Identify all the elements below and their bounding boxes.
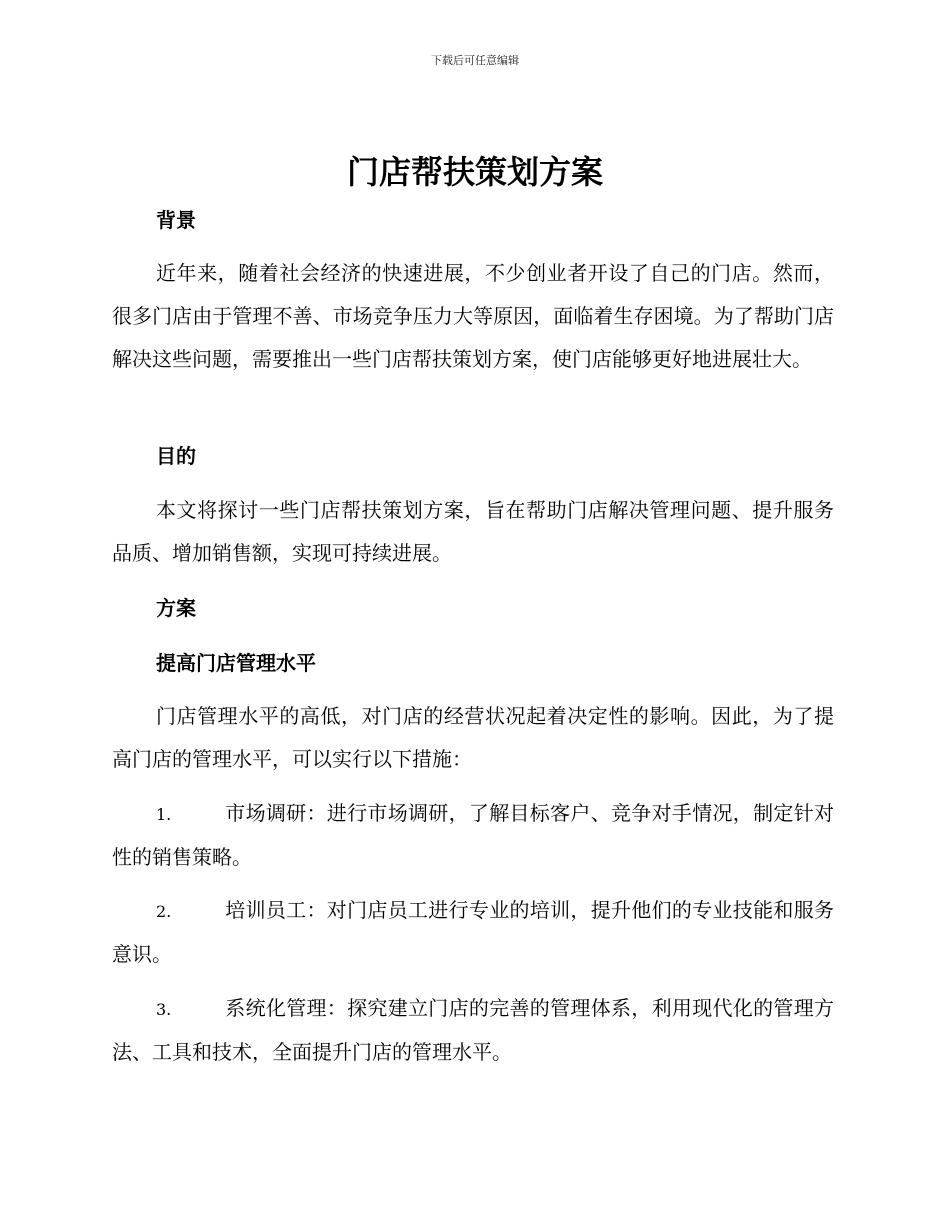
management-intro-paragraph: 门店管理水平的高低，对门店的经营状况起着决定性的影响。因此，为了提高门店的管理水平，可以实行以下措施： — [112, 704, 834, 771]
list-item-number: 2. — [156, 902, 172, 921]
list-item-number: 1. — [156, 805, 172, 824]
sub-heading-management: 提高门店管理水平 — [156, 651, 316, 675]
list-item-text: 系统化管理：探究建立门店的完善的管理体系，利用现代化的管理方法、工具和技术，全面提升门店的管理水平。 — [112, 996, 834, 1064]
list-item-text: 市场调研：进行市场调研，了解目标客户、竞争对手情况，制定针对性的销售策略。 — [112, 801, 834, 869]
purpose-paragraph: 本文将探讨一些门店帮扶策划方案，旨在帮助门店解决管理问题、提升服务品质、增加销售额，实现可持续进展。 — [112, 498, 834, 565]
list-item-text: 培训员工：对门店员工进行专业的培训，提升他们的专业技能和服务意识。 — [112, 898, 834, 966]
section-heading-purpose: 目的 — [156, 444, 196, 468]
document-title: 门店帮扶策划方案 — [346, 153, 603, 191]
list-item — [112, 889, 834, 976]
list-item — [112, 792, 834, 879]
background-paragraph: 近年来，随着社会经济的快速进展，不少创业者开设了自己的门店。然而，很多门店由于管理不善、市场竞争压力大等原因，面临着生存困境。为了帮助门店解决这些问题，需要推出一些门店帮扶策划方案，使门店能够更好地进展壮大。 — [112, 261, 834, 371]
list-item — [112, 987, 834, 1074]
header-note: 下载后可任意编辑 — [431, 54, 519, 67]
list-item-number: 3. — [156, 1000, 172, 1019]
section-heading-plan: 方案 — [156, 596, 196, 620]
section-heading-background: 背景 — [156, 208, 196, 232]
